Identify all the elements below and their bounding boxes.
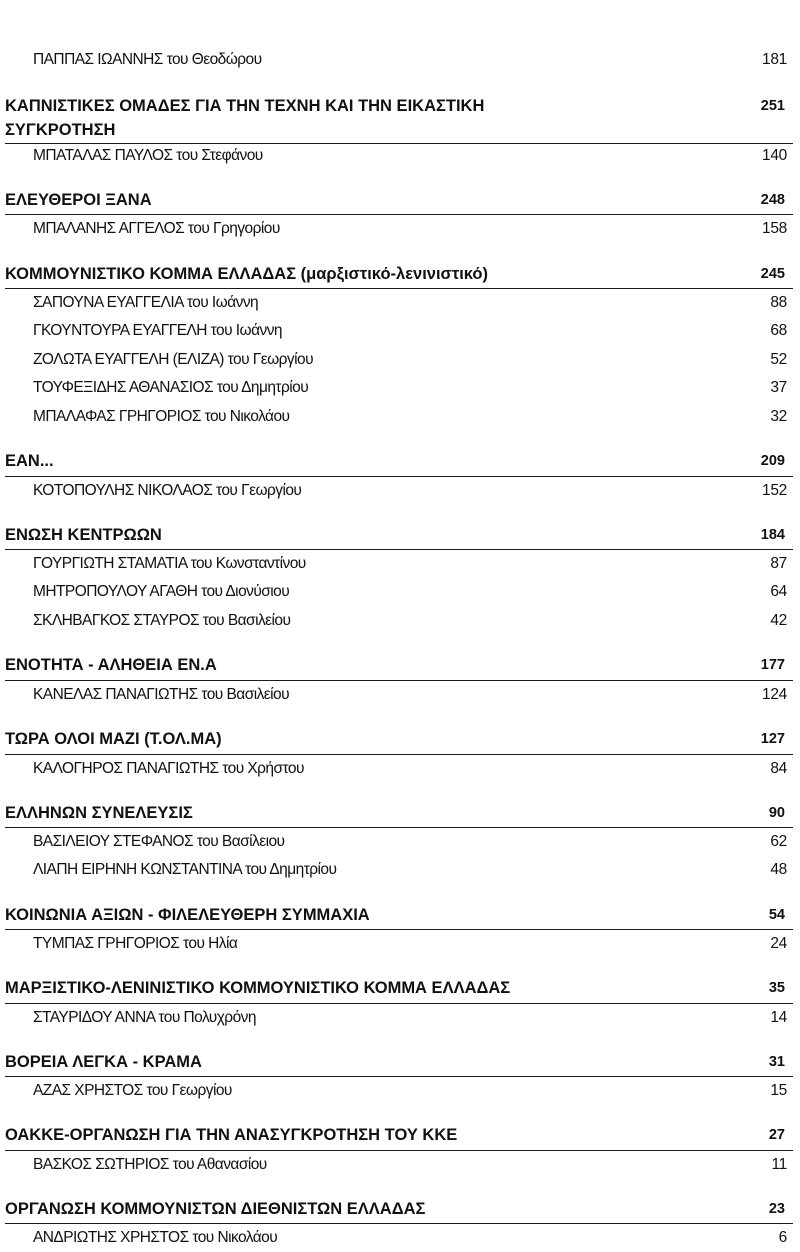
candidate-name: ΒΑΣΙΛΕΙΟΥ ΣΤΕΦΑΝΟΣ του Βασίλειου bbox=[33, 833, 285, 850]
candidate-row bbox=[0, 1004, 800, 1032]
party-name: ΟΡΓΑΝΩΣΗ ΚΟΜΜΟΥΝΙΣΤΩΝ ΔΙΕΘΝΙΣΤΩΝ ΕΛΛΑΔΑΣ bbox=[5, 1200, 426, 1218]
candidate-votes: 14 bbox=[770, 1009, 787, 1026]
candidate-row bbox=[0, 755, 800, 783]
candidate-votes: 88 bbox=[770, 294, 787, 311]
party-votes: 90 bbox=[768, 805, 785, 821]
candidate-row bbox=[0, 142, 800, 170]
candidate-row bbox=[0, 930, 800, 958]
party-header bbox=[5, 971, 793, 1004]
candidate-row bbox=[0, 46, 800, 74]
candidate-votes: 42 bbox=[770, 612, 787, 629]
party-header bbox=[5, 648, 793, 681]
candidate-row bbox=[0, 317, 800, 345]
candidate-name: ΑΝΔΡΙΩΤΗΣ ΧΡΗΣΤΟΣ του Νικολάου bbox=[33, 1229, 278, 1246]
candidate-votes: 48 bbox=[770, 861, 787, 878]
candidate-row bbox=[0, 403, 800, 431]
candidate-name: ΚΟΤΟΠΟΥΛΗΣ ΝΙΚΟΛΑΟΣ του Γεωργίου bbox=[33, 482, 302, 499]
candidate-votes: 37 bbox=[770, 379, 787, 396]
party-votes: 54 bbox=[768, 907, 785, 923]
party-name: ΕΝΩΣΗ ΚΕΝΤΡΩΩΝ bbox=[5, 526, 162, 544]
party-name: ΕΑΝ... bbox=[5, 452, 54, 470]
candidate-votes: 64 bbox=[770, 583, 787, 600]
candidate-votes: 140 bbox=[762, 147, 787, 164]
candidate-votes: 87 bbox=[770, 555, 787, 572]
party-header bbox=[5, 444, 793, 477]
candidate-name: ΣΤΑΥΡΙΔΟΥ ΑΝΝΑ του Πολυχρόνη bbox=[33, 1009, 256, 1026]
candidate-row bbox=[0, 1077, 800, 1105]
party-votes: 35 bbox=[768, 980, 785, 996]
party-name: ΕΛΕΥΘΕΡΟΙ ΞΑΝΑ bbox=[5, 191, 152, 209]
candidate-row bbox=[0, 828, 800, 856]
candidate-name: ΓΟΥΡΓΙΩΤΗ ΣΤΑΜΑΤΙΑ του Κωνσταντίνου bbox=[33, 555, 306, 572]
candidate-name: ΛΙΑΠΗ ΕΙΡΗΝΗ ΚΩΝΣΤΑΝΤΙΝΑ του Δημητρίου bbox=[33, 861, 337, 878]
party-name: ΚΟΙΝΩΝΙΑ ΑΞΙΩΝ - ΦΙΛΕΛΕΥΘΕΡΗ ΣΥΜΜΑΧΙΑ bbox=[5, 906, 370, 924]
candidate-votes: 158 bbox=[762, 220, 787, 237]
candidate-row bbox=[0, 578, 800, 606]
party-votes: 245 bbox=[760, 266, 785, 282]
candidate-name: ΚΑΝΕΛΑΣ ΠΑΝΑΓΙΩΤΗΣ του Βασιλείου bbox=[33, 686, 290, 703]
candidate-name: ΖΟΛΩΤΑ ΕΥΑΓΓΕΛΗ (ΕΛΙΖΑ) του Γεωργίου bbox=[33, 351, 314, 368]
candidate-votes: 84 bbox=[770, 760, 787, 777]
candidate-votes: 6 bbox=[778, 1229, 787, 1246]
party-name: ΜΑΡΞΙΣΤΙΚΟ-ΛΕΝΙΝΙΣΤΙΚΟ ΚΟΜΜΟΥΝΙΣΤΙΚΟ ΚΟΜΜΑ ΕΛΛΑΔΑΣ bbox=[5, 979, 511, 997]
candidate-name: ΜΠΑΛΑΝΗΣ ΑΓΓΕΛΟΣ του Γρηγορίου bbox=[33, 220, 280, 237]
party-votes: 177 bbox=[760, 657, 785, 673]
party-name: ΒΟΡΕΙΑ ΛΕΓΚΑ - ΚΡΑΜΑ bbox=[5, 1053, 202, 1071]
party-votes: 23 bbox=[768, 1201, 785, 1217]
candidate-votes: 24 bbox=[770, 935, 787, 952]
candidate-votes: 32 bbox=[770, 408, 787, 425]
party-name: ΕΛΛΗΝΩΝ ΣΥΝΕΛΕΥΣΙΣ bbox=[5, 804, 193, 822]
candidate-row bbox=[0, 346, 800, 374]
party-header bbox=[5, 1192, 793, 1224]
candidate-row bbox=[0, 374, 800, 402]
candidate-name: ΠΑΠΠΑΣ ΙΩΑΝΝΗΣ του Θεοδώρου bbox=[33, 51, 262, 68]
candidate-name: ΤΟΥΦΕΞΙΔΗΣ ΑΘΑΝΑΣΙΟΣ του Δημητρίου bbox=[33, 379, 309, 396]
party-header bbox=[5, 796, 793, 828]
candidate-votes: 124 bbox=[762, 686, 787, 703]
party-header bbox=[5, 518, 793, 550]
candidate-votes: 62 bbox=[770, 833, 787, 850]
candidate-votes: 11 bbox=[771, 1156, 787, 1173]
party-header bbox=[5, 722, 793, 755]
party-header bbox=[5, 183, 793, 215]
candidate-row bbox=[0, 550, 800, 578]
candidate-row bbox=[0, 607, 800, 635]
candidate-row bbox=[0, 681, 800, 709]
party-header bbox=[5, 898, 793, 930]
candidate-row bbox=[0, 215, 800, 243]
candidate-name: ΣΑΠΟΥΝΑ ΕΥΑΓΓΕΛΙΑ του Ιωάννη bbox=[33, 294, 259, 311]
party-header bbox=[5, 257, 793, 289]
candidate-name: ΤΥΜΠΑΣ ΓΡΗΓΟΡΙΟΣ του Ηλία bbox=[33, 935, 238, 952]
party-name: ΚΑΠΝΙΣΤΙΚΕΣ ΟΜΑΔΕΣ ΓΙΑ ΤΗΝ ΤΕΧΝΗ ΚΑΙ ΤΗΝ ΕΙΚΑΣΤΙΚΗ ΣΥΓΚΡΟΤΗΣΗ bbox=[5, 97, 485, 139]
candidate-row bbox=[0, 477, 800, 505]
candidate-row bbox=[0, 1224, 800, 1252]
candidate-name: ΣΚΛΗΒΑΓΚΟΣ ΣΤΑΥΡΟΣ του Βασιλείου bbox=[33, 612, 291, 629]
candidate-votes: 15 bbox=[770, 1082, 787, 1099]
party-header bbox=[5, 1118, 793, 1151]
party-votes: 209 bbox=[760, 453, 785, 469]
party-votes: 184 bbox=[760, 527, 785, 543]
party-votes: 248 bbox=[760, 192, 785, 208]
candidate-row bbox=[0, 1151, 800, 1179]
party-votes: 127 bbox=[760, 731, 785, 747]
party-votes: 31 bbox=[768, 1054, 785, 1070]
candidate-votes: 68 bbox=[770, 322, 787, 339]
party-name: ΟΑΚΚΕ-ΟΡΓΑΝΩΣΗ ΓΙΑ ΤΗΝ ΑΝΑΣΥΓΚΡΟΤΗΣΗ ΤΟΥ ΚΚΕ bbox=[5, 1126, 458, 1144]
party-votes: 27 bbox=[768, 1127, 785, 1143]
candidate-votes: 152 bbox=[762, 482, 787, 499]
candidate-name: ΚΑΛΟΓΗΡΟΣ ΠΑΝΑΓΙΩΤΗΣ του Χρήστου bbox=[33, 760, 304, 777]
party-name: ΤΩΡΑ ΟΛΟΙ ΜΑΖΙ (Τ.ΟΛ.ΜΑ) bbox=[5, 730, 222, 748]
candidate-row bbox=[0, 289, 800, 317]
party-header bbox=[5, 89, 793, 144]
candidate-votes: 181 bbox=[762, 51, 787, 68]
candidate-name: ΓΚΟΥΝΤΟΥΡΑ ΕΥΑΓΓΕΛΗ του Ιωάννη bbox=[33, 322, 282, 339]
candidate-name: ΜΠΑΤΑΛΑΣ ΠΑΥΛΟΣ του Στεφάνου bbox=[33, 147, 263, 164]
candidate-name: ΜΠΑΛΑΦΑΣ ΓΡΗΓΟΡΙΟΣ του Νικολάου bbox=[33, 408, 290, 425]
candidate-row bbox=[0, 856, 800, 884]
party-votes: 251 bbox=[760, 98, 785, 114]
party-name: ΕΝΟΤΗΤΑ - ΑΛΗΘΕΙΑ ΕΝ.Α bbox=[5, 656, 217, 674]
party-header bbox=[5, 1045, 793, 1077]
candidate-name: ΒΑΣΚΟΣ ΣΩΤΗΡΙΟΣ του Αθανασίου bbox=[33, 1156, 267, 1173]
candidate-name: ΑΖΑΣ ΧΡΗΣΤΟΣ του Γεωργίου bbox=[33, 1082, 232, 1099]
candidate-votes: 52 bbox=[770, 351, 787, 368]
party-name: ΚΟΜΜΟΥΝΙΣΤΙΚΟ ΚΟΜΜΑ ΕΛΛΑΔΑΣ (μαρξιστικό-λενινιστικό) bbox=[5, 265, 489, 283]
candidate-name: ΜΗΤΡΟΠΟΥΛΟΥ ΑΓΑΘΗ του Διονύσιου bbox=[33, 583, 290, 600]
